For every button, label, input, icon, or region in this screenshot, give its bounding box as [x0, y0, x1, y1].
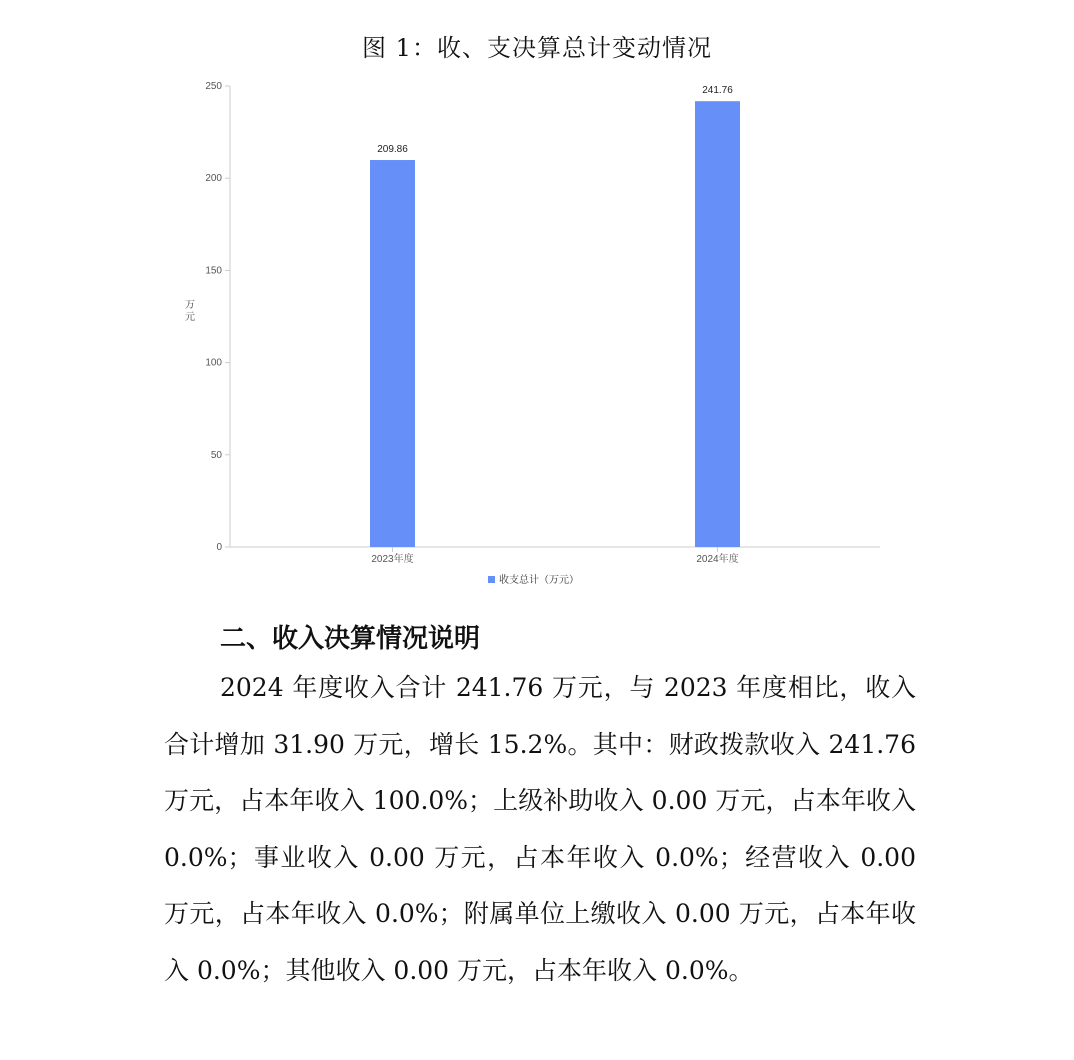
legend-swatch [488, 576, 495, 583]
figure-title: 图 1：收、支决算总计变动情况 [362, 34, 712, 62]
y-tick-label: 150 [205, 265, 222, 277]
bar [695, 101, 740, 547]
legend-label: 收支总计（万元） [499, 575, 579, 586]
bar [370, 160, 415, 547]
y-tick-label: 200 [205, 173, 222, 185]
bar-data-label: 209.86 [377, 144, 408, 156]
y-tick-label: 250 [205, 81, 222, 92]
x-tick-label: 2024年度 [696, 554, 739, 565]
bar-data-label: 241.76 [702, 85, 733, 97]
body-paragraph: 2024 年度收入合计 241.76 万元，与 2023 年度相比，收入合计增加 31.90 万元，增长 15.2%。其中：财政拨款收入 241.76 万元，占本年收入 100.0%；上级补助收入 0.00 万元，占本年收入 0.0%；事业收入 0.00 万元，占本年收入 0.0%；经营收入 0.00 万元，占本年收入 0.0%；附属单位上缴收入 0.00 万元，占本年收入 0.0%；其他收入 0.00 万元，占本年收入 0.0%。 [164, 673, 916, 985]
section-heading: 二、收入决算情况说明 [220, 624, 481, 654]
y-tick-label: 50 [210, 449, 222, 461]
y-axis-title: 元 [185, 312, 195, 323]
x-tick-label: 2023年度 [371, 554, 414, 565]
y-tick-label: 0 [216, 542, 222, 553]
y-tick-label: 100 [205, 357, 222, 369]
y-axis-title: 万 [185, 300, 195, 311]
